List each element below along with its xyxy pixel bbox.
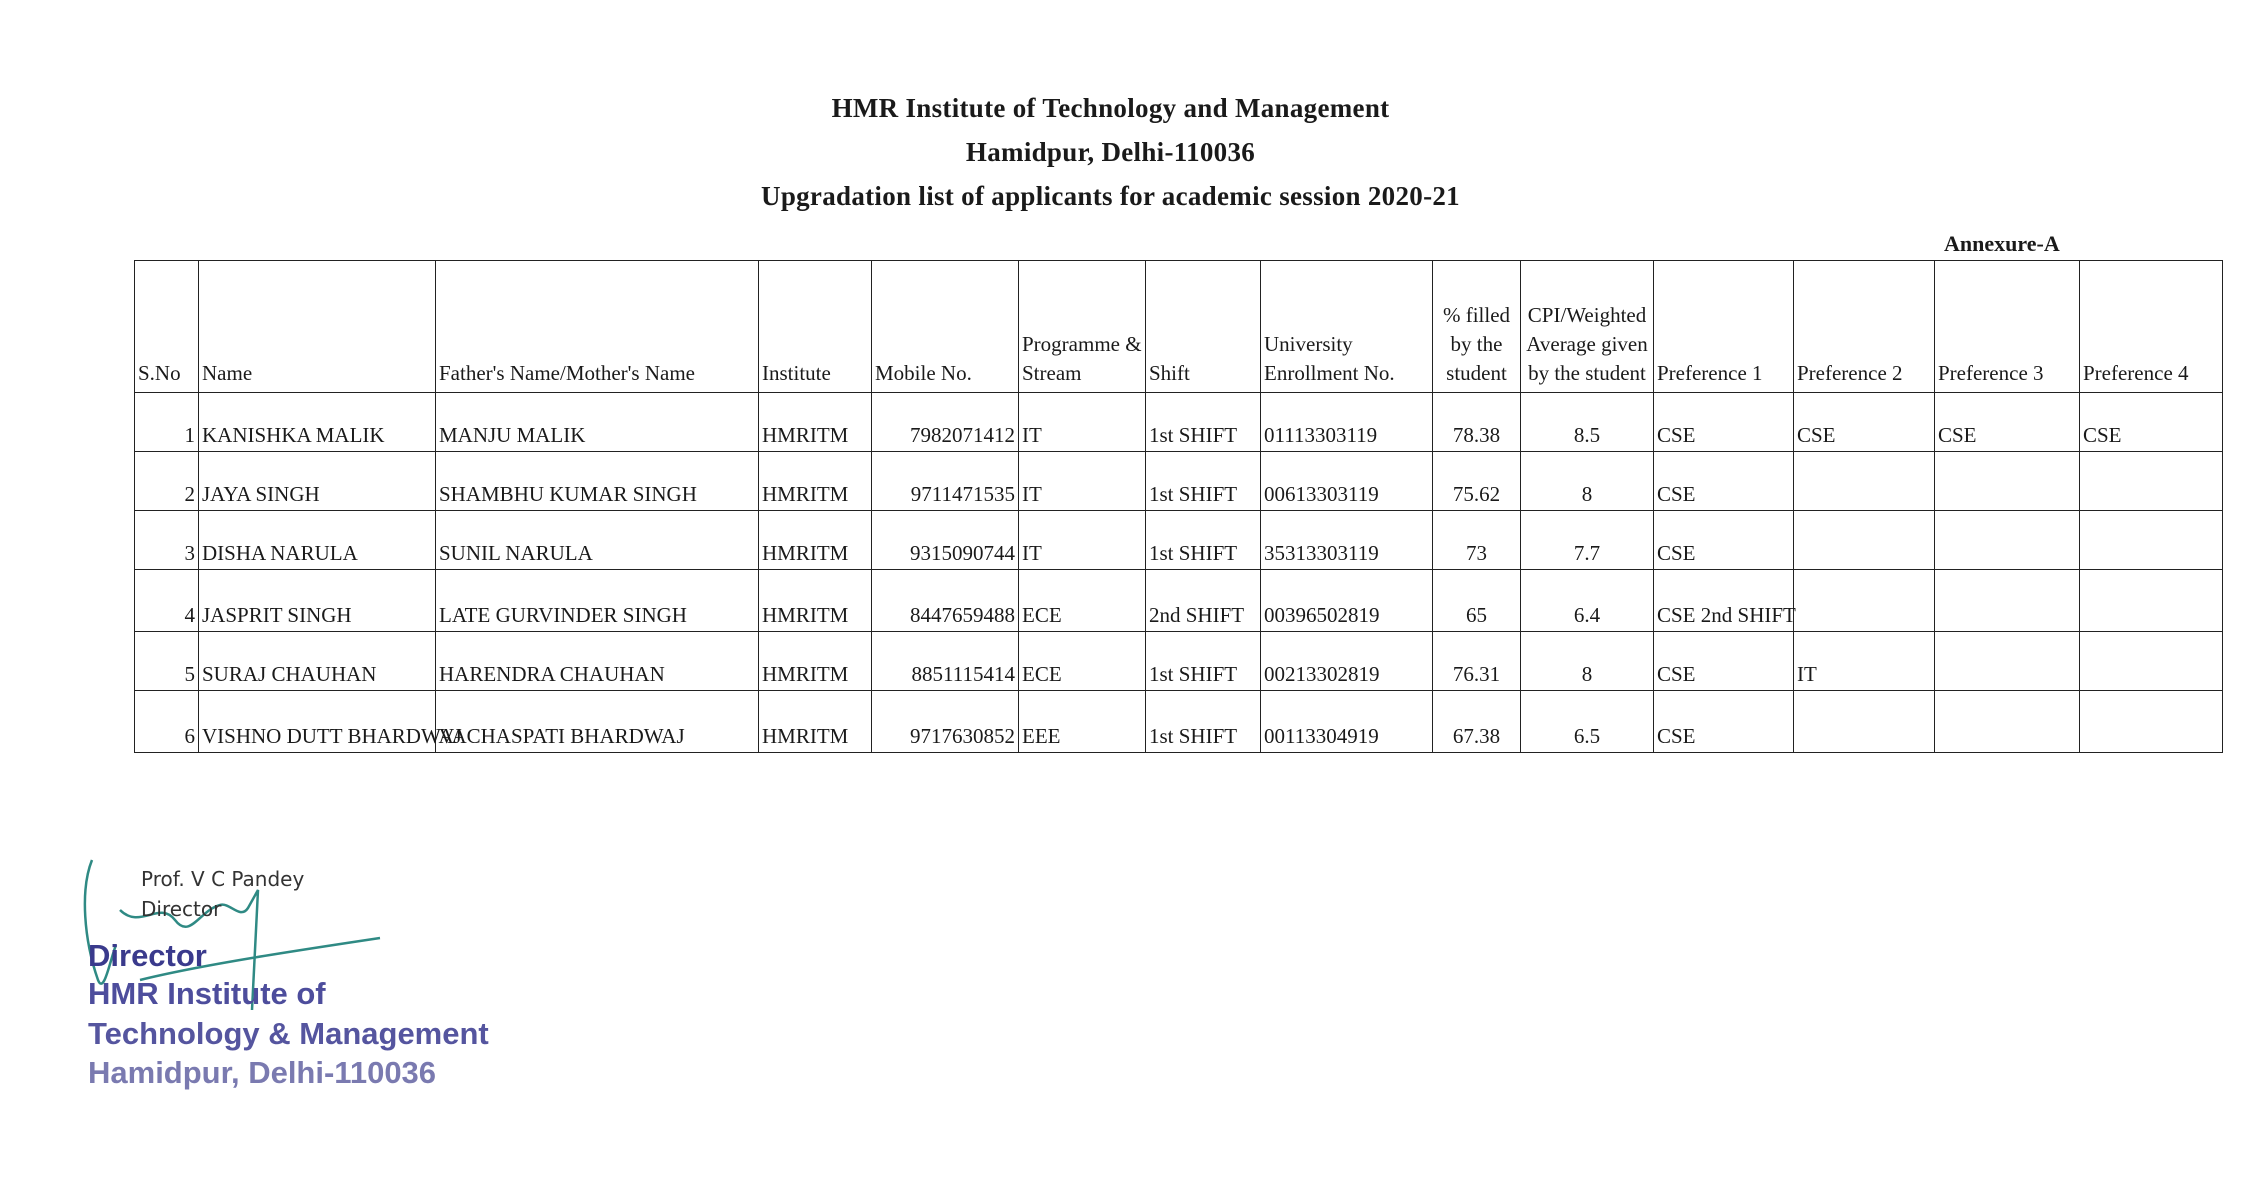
cell-stream: IT	[1019, 511, 1146, 570]
table-header-row	[135, 261, 2223, 393]
cell-pref3	[1935, 632, 2080, 691]
cell-percent: 65	[1433, 570, 1521, 632]
cell-cpi: 8	[1521, 632, 1654, 691]
cell-pref2: CSE	[1794, 393, 1935, 452]
col-pref2: Preference 2	[1794, 261, 1935, 393]
cell-parent: VACHASPATI BHARDWAJ	[436, 691, 759, 753]
cell-institute: HMRITM	[759, 691, 872, 753]
cell-pref4	[2080, 570, 2223, 632]
col-pref3: Preference 3	[1935, 261, 2080, 393]
cell-mobile: 7982071412	[872, 393, 1019, 452]
cell-mobile: 9717630852	[872, 691, 1019, 753]
cell-sno: 5	[135, 632, 199, 691]
cell-shift: 1st SHIFT	[1146, 511, 1261, 570]
cell-shift: 1st SHIFT	[1146, 691, 1261, 753]
cell-pref2	[1794, 452, 1935, 511]
table-row	[135, 691, 2223, 753]
col-sno: S.No	[135, 261, 199, 393]
cell-percent: 76.31	[1433, 632, 1521, 691]
cell-shift: 1st SHIFT	[1146, 393, 1261, 452]
cell-stream: ECE	[1019, 632, 1146, 691]
cell-parent: SUNIL NARULA	[436, 511, 759, 570]
table-row	[135, 570, 2223, 632]
cell-enrollment: 35313303119	[1261, 511, 1433, 570]
table-row	[135, 632, 2223, 691]
stamp-line-title: Director	[88, 938, 207, 973]
cell-enrollment: 00113304919	[1261, 691, 1433, 753]
cell-pref3: CSE	[1935, 393, 2080, 452]
institute-address: Hamidpur, Delhi-110036	[965, 137, 1256, 167]
col-pref4: Preference 4	[2080, 261, 2223, 393]
institute-title: HMR Institute of Technology and Management	[831, 93, 1390, 123]
cell-institute: HMRITM	[759, 632, 872, 691]
cell-sno: 1	[135, 393, 199, 452]
col-pref1: Preference 1	[1654, 261, 1794, 393]
cell-pref2	[1794, 511, 1935, 570]
cell-parent: SHAMBHU KUMAR SINGH	[436, 452, 759, 511]
applicants-table	[134, 260, 2223, 753]
cell-pref4	[2080, 632, 2223, 691]
cell-mobile: 8447659488	[872, 570, 1019, 632]
col-stream: Programme & Stream	[1019, 261, 1146, 393]
col-parent: Father's Name/Mother's Name	[436, 261, 759, 393]
col-cpi: CPI/Weighted Average given by the student	[1521, 261, 1654, 393]
stamp-line-address: Hamidpur, Delhi-110036	[88, 1055, 437, 1090]
cell-pref4	[2080, 452, 2223, 511]
signatory-name: Prof. V C Pandey	[141, 867, 305, 891]
cell-cpi: 8	[1521, 452, 1654, 511]
cell-percent: 75.62	[1433, 452, 1521, 511]
cell-parent: LATE GURVINDER SINGH	[436, 570, 759, 632]
col-enrollment: University Enrollment No.	[1261, 261, 1433, 393]
col-percent: % filled by the student	[1433, 261, 1521, 393]
cell-name: JAYA SINGH	[199, 452, 436, 511]
cell-enrollment: 00613303119	[1261, 452, 1433, 511]
table-row	[135, 511, 2223, 570]
cell-pref3	[1935, 452, 2080, 511]
cell-stream: IT	[1019, 452, 1146, 511]
cell-institute: HMRITM	[759, 511, 872, 570]
cell-percent: 78.38	[1433, 393, 1521, 452]
cell-name: DISHA NARULA	[199, 511, 436, 570]
cell-enrollment: 01113303119	[1261, 393, 1433, 452]
cell-institute: HMRITM	[759, 393, 872, 452]
cell-cpi: 8.5	[1521, 393, 1654, 452]
cell-parent: MANJU MALIK	[436, 393, 759, 452]
cell-pref2: IT	[1794, 632, 1935, 691]
cell-mobile: 9315090744	[872, 511, 1019, 570]
cell-name: SURAJ CHAUHAN	[199, 632, 436, 691]
cell-institute: HMRITM	[759, 570, 872, 632]
cell-pref4	[2080, 691, 2223, 753]
cell-pref1: CSE	[1654, 691, 1794, 753]
cell-stream: ECE	[1019, 570, 1146, 632]
col-name: Name	[199, 261, 436, 393]
signatory-title: Director	[141, 897, 222, 921]
cell-pref2	[1794, 570, 1935, 632]
cell-cpi: 7.7	[1521, 511, 1654, 570]
cell-shift: 1st SHIFT	[1146, 452, 1261, 511]
cell-pref1: CSE	[1654, 452, 1794, 511]
cell-pref1: CSE	[1654, 632, 1794, 691]
cell-shift: 1st SHIFT	[1146, 632, 1261, 691]
cell-stream: EEE	[1019, 691, 1146, 753]
cell-percent: 73	[1433, 511, 1521, 570]
cell-stream: IT	[1019, 393, 1146, 452]
cell-pref3	[1935, 570, 2080, 632]
cell-sno: 3	[135, 511, 199, 570]
cell-sno: 6	[135, 691, 199, 753]
document-subtitle: Upgradation list of applicants for academic session 2020-21	[761, 181, 1460, 211]
table-row	[135, 452, 2223, 511]
cell-sno: 2	[135, 452, 199, 511]
cell-pref4	[2080, 511, 2223, 570]
cell-parent: HARENDRA CHAUHAN	[436, 632, 759, 691]
cell-institute: HMRITM	[759, 452, 872, 511]
cell-pref3	[1935, 511, 2080, 570]
cell-enrollment: 00213302819	[1261, 632, 1433, 691]
cell-mobile: 8851115414	[872, 632, 1019, 691]
cell-percent: 67.38	[1433, 691, 1521, 753]
stamp-line-institute-cont: Technology & Management	[88, 1016, 489, 1051]
cell-pref1: CSE	[1654, 393, 1794, 452]
cell-pref4: CSE	[2080, 393, 2223, 452]
cell-name: JASPRIT SINGH	[199, 570, 436, 632]
cell-cpi: 6.4	[1521, 570, 1654, 632]
cell-pref2	[1794, 691, 1935, 753]
stamp-line-institute: HMR Institute of	[88, 976, 326, 1011]
cell-shift: 2nd SHIFT	[1146, 570, 1261, 632]
cell-enrollment: 00396502819	[1261, 570, 1433, 632]
cell-name: VISHNO DUTT BHARDWAJ	[199, 691, 436, 753]
cell-pref1: CSE	[1654, 511, 1794, 570]
col-institute: Institute	[759, 261, 872, 393]
col-mobile: Mobile No.	[872, 261, 1019, 393]
cell-pref1: CSE 2nd SHIFT	[1654, 570, 1794, 632]
table-row	[135, 393, 2223, 452]
cell-sno: 4	[135, 570, 199, 632]
cell-mobile: 9711471535	[872, 452, 1019, 511]
cell-cpi: 6.5	[1521, 691, 1654, 753]
cell-pref3	[1935, 691, 2080, 753]
annexure-label: Annexure-A	[1944, 231, 2060, 256]
cell-name: KANISHKA MALIK	[199, 393, 436, 452]
col-shift: Shift	[1146, 261, 1261, 393]
